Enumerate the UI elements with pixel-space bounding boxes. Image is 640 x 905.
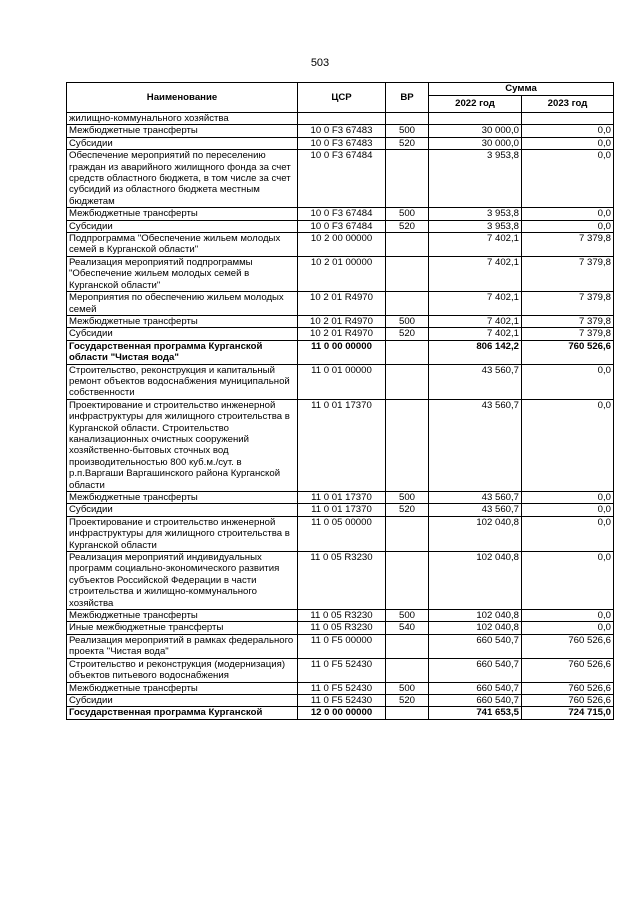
row-sum-2023: 7 379,8: [522, 328, 614, 340]
row-name: Межбюджетные трансферты: [67, 492, 298, 504]
row-sum-2022: 102 040,8: [429, 622, 522, 634]
row-csr: 11 0 01 17370: [298, 399, 386, 491]
row-sum-2022: 806 142,2: [429, 340, 522, 364]
table-body: [67, 113, 614, 720]
row-name: Субсидии: [67, 504, 298, 516]
row-sum-2023: 0,0: [522, 552, 614, 610]
budget-table: [66, 82, 614, 720]
row-vr: 500: [386, 610, 429, 622]
table-row: [67, 150, 614, 208]
row-vr: 500: [386, 492, 429, 504]
row-sum-2022: [429, 113, 522, 125]
row-sum-2022: 102 040,8: [429, 516, 522, 551]
page-number: 503: [310, 57, 330, 69]
row-name: Строительство, реконструкция и капитальный ремонт объектов водоснабжения муниципальной собственности: [67, 364, 298, 399]
table-row: [67, 399, 614, 491]
row-vr: [386, 113, 429, 125]
row-csr: 10 0 F3 67484: [298, 150, 386, 208]
row-name: жилищно-коммунального хозяйства: [67, 113, 298, 125]
row-csr: 11 0 05 R3230: [298, 552, 386, 610]
row-sum-2023: 760 526,6: [522, 694, 614, 706]
row-sum-2022: 7 402,1: [429, 292, 522, 316]
row-csr: 10 0 F3 67484: [298, 208, 386, 220]
row-vr: 500: [386, 125, 429, 137]
table-row: [67, 634, 614, 658]
row-sum-2023: 0,0: [522, 399, 614, 491]
row-sum-2023: [522, 113, 614, 125]
row-csr: 10 2 01 R4970: [298, 328, 386, 340]
row-name: Мероприятия по обеспечению жильем молодых семей: [67, 292, 298, 316]
row-csr: 10 2 01 R4970: [298, 315, 386, 327]
row-vr: [386, 552, 429, 610]
row-sum-2023: 724 715,0: [522, 707, 614, 719]
table-row: [67, 220, 614, 232]
row-name: Проектирование и строительство инженерной инфраструктуры для жилищного строительства в Курганской области. Строительство канализационных очистных сооружений хозяйственно-бытовых сточных вод производительностью 800 куб.м./сут. в р.п.Варгаши Варгашинского района Курганской области: [67, 399, 298, 491]
table-row: [67, 256, 614, 291]
row-sum-2022: 7 402,1: [429, 233, 522, 257]
row-sum-2022: 660 540,7: [429, 682, 522, 694]
row-name: Реализация мероприятий подпрограммы "Обеспечение жильем молодых семей в Курганской области": [67, 256, 298, 291]
row-sum-2023: 0,0: [522, 125, 614, 137]
table-row: [67, 137, 614, 149]
row-vr: [386, 233, 429, 257]
table-row: [67, 492, 614, 504]
row-name: Проектирование и строительство инженерной инфраструктуры для жилищного строительства в Курганской области: [67, 516, 298, 551]
row-name: Межбюджетные трансферты: [67, 610, 298, 622]
row-sum-2023: 7 379,8: [522, 315, 614, 327]
row-vr: 520: [386, 137, 429, 149]
row-sum-2023: 0,0: [522, 208, 614, 220]
row-vr: 500: [386, 208, 429, 220]
row-sum-2023: 7 379,8: [522, 233, 614, 257]
row-sum-2022: 43 560,7: [429, 364, 522, 399]
row-sum-2022: 741 653,5: [429, 707, 522, 719]
row-sum-2023: 0,0: [522, 364, 614, 399]
row-csr: 11 0 00 00000: [298, 340, 386, 364]
row-vr: [386, 256, 429, 291]
row-csr: 11 0 F5 52430: [298, 682, 386, 694]
row-name: Субсидии: [67, 328, 298, 340]
row-sum-2022: 660 540,7: [429, 634, 522, 658]
row-sum-2022: 43 560,7: [429, 492, 522, 504]
row-vr: [386, 516, 429, 551]
row-sum-2023: 0,0: [522, 516, 614, 551]
row-vr: 500: [386, 315, 429, 327]
row-name: Обеспечение мероприятий по переселению граждан из аварийного жилищного фонда за счет средств областного бюджета, в том числе за счет субсидий из областного бюджета местным бюджетам: [67, 150, 298, 208]
row-sum-2023: 0,0: [522, 492, 614, 504]
row-sum-2023: 760 526,6: [522, 634, 614, 658]
row-sum-2023: 760 526,6: [522, 340, 614, 364]
table-row: [67, 340, 614, 364]
row-csr: 10 2 00 00000: [298, 233, 386, 257]
row-name: Реализация мероприятий в рамках федерального проекта "Чистая вода": [67, 634, 298, 658]
table-row: [67, 622, 614, 634]
table-row: [67, 292, 614, 316]
row-name: Строительство и реконструкция (модернизация) объектов питьевого водоснабжения: [67, 658, 298, 682]
table-row: [67, 504, 614, 516]
row-sum-2023: 0,0: [522, 610, 614, 622]
row-csr: 11 0 05 R3230: [298, 610, 386, 622]
table-row: [67, 315, 614, 327]
row-sum-2023: 0,0: [522, 220, 614, 232]
row-vr: [386, 340, 429, 364]
row-sum-2023: 760 526,6: [522, 658, 614, 682]
row-vr: [386, 150, 429, 208]
row-name: Межбюджетные трансферты: [67, 208, 298, 220]
table-row: [67, 125, 614, 137]
row-csr: 11 0 05 R3230: [298, 622, 386, 634]
row-sum-2022: 43 560,7: [429, 399, 522, 491]
row-sum-2022: 660 540,7: [429, 694, 522, 706]
row-vr: [386, 399, 429, 491]
row-csr: 11 0 F5 52430: [298, 658, 386, 682]
row-sum-2023: 0,0: [522, 137, 614, 149]
table-row: [67, 658, 614, 682]
row-name: Иные межбюджетные трансферты: [67, 622, 298, 634]
row-csr: 12 0 00 00000: [298, 707, 386, 719]
table-row: [67, 113, 614, 125]
header-name: Наименование: [67, 83, 298, 113]
row-vr: [386, 658, 429, 682]
row-sum-2022: 3 953,8: [429, 208, 522, 220]
header-2023: 2023 год: [522, 96, 614, 113]
row-csr: 11 0 F5 52430: [298, 694, 386, 706]
row-csr: 10 2 01 R4970: [298, 292, 386, 316]
row-name: Субсидии: [67, 694, 298, 706]
row-sum-2023: 0,0: [522, 504, 614, 516]
table-row: [67, 682, 614, 694]
row-sum-2022: 3 953,8: [429, 220, 522, 232]
table-row: [67, 707, 614, 719]
row-vr: 520: [386, 694, 429, 706]
row-name: Межбюджетные трансферты: [67, 682, 298, 694]
row-sum-2022: 102 040,8: [429, 552, 522, 610]
table-row: [67, 516, 614, 551]
row-name: Межбюджетные трансферты: [67, 315, 298, 327]
row-csr: 11 0 01 17370: [298, 504, 386, 516]
row-csr: 10 2 01 00000: [298, 256, 386, 291]
row-sum-2023: 760 526,6: [522, 682, 614, 694]
row-csr: 10 0 F3 67483: [298, 137, 386, 149]
row-name: Государственная программа Курганской области "Чистая вода": [67, 340, 298, 364]
row-name: Реализация мероприятий индивидуальных программ социально-экономического развития субъектов Российской Федерации в части строительства и жилищно-коммунального хозяйства: [67, 552, 298, 610]
row-sum-2023: 7 379,8: [522, 256, 614, 291]
row-sum-2022: 7 402,1: [429, 315, 522, 327]
table-row: [67, 208, 614, 220]
row-sum-2023: 0,0: [522, 150, 614, 208]
table-row: [67, 610, 614, 622]
row-sum-2022: 30 000,0: [429, 125, 522, 137]
row-vr: [386, 634, 429, 658]
row-vr: [386, 292, 429, 316]
row-csr: 11 0 01 00000: [298, 364, 386, 399]
table-row: [67, 328, 614, 340]
row-name: Государственная программа Курганской: [67, 707, 298, 719]
header-sum: Сумма: [429, 83, 614, 96]
row-sum-2022: 3 953,8: [429, 150, 522, 208]
row-sum-2022: 660 540,7: [429, 658, 522, 682]
row-sum-2023: 0,0: [522, 622, 614, 634]
table-row: [67, 694, 614, 706]
row-name: Субсидии: [67, 137, 298, 149]
row-vr: 520: [386, 220, 429, 232]
header-vr: ВР: [386, 83, 429, 113]
row-sum-2022: 7 402,1: [429, 256, 522, 291]
header-2022: 2022 год: [429, 96, 522, 113]
row-csr: 11 0 05 00000: [298, 516, 386, 551]
row-vr: 500: [386, 682, 429, 694]
row-sum-2022: 7 402,1: [429, 328, 522, 340]
row-vr: [386, 364, 429, 399]
row-vr: 540: [386, 622, 429, 634]
table-row: [67, 364, 614, 399]
row-sum-2022: 43 560,7: [429, 504, 522, 516]
table-row: [67, 552, 614, 610]
row-csr: [298, 113, 386, 125]
row-name: Подпрограмма "Обеспечение жильем молодых семей в Курганской области": [67, 233, 298, 257]
row-sum-2022: 102 040,8: [429, 610, 522, 622]
row-csr: 11 0 F5 00000: [298, 634, 386, 658]
row-csr: 10 0 F3 67483: [298, 125, 386, 137]
table-row: [67, 233, 614, 257]
row-sum-2023: 7 379,8: [522, 292, 614, 316]
row-name: Межбюджетные трансферты: [67, 125, 298, 137]
row-vr: 520: [386, 504, 429, 516]
header-csr: ЦСР: [298, 83, 386, 113]
row-name: Субсидии: [67, 220, 298, 232]
row-csr: 11 0 01 17370: [298, 492, 386, 504]
row-csr: 10 0 F3 67484: [298, 220, 386, 232]
row-sum-2022: 30 000,0: [429, 137, 522, 149]
row-vr: [386, 707, 429, 719]
row-vr: 520: [386, 328, 429, 340]
